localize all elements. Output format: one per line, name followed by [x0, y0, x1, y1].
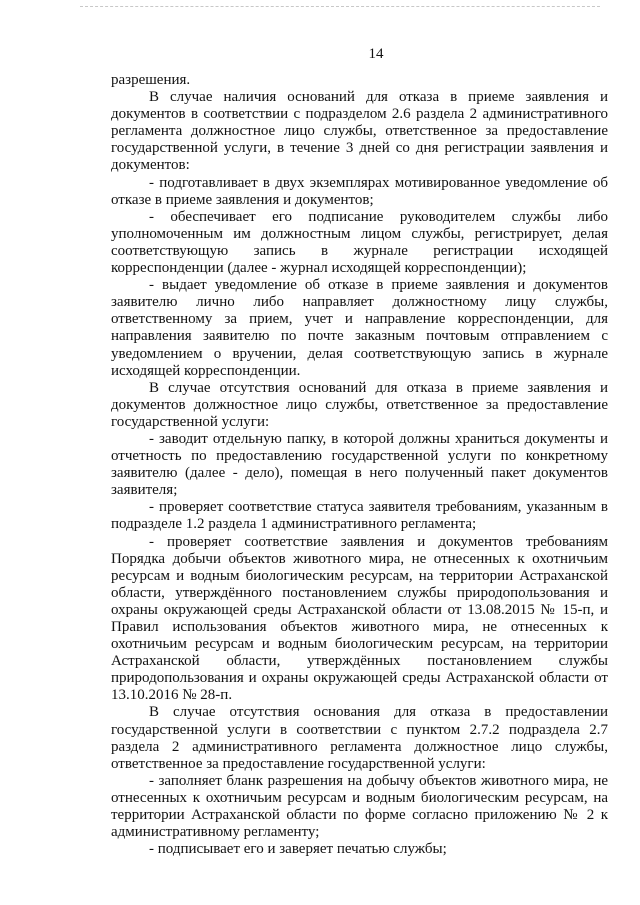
paragraph: - обеспечивает его подписание руководителем службы либо уполномоченным им должностным лицом службы, регистрирует, делая соответствующую запись в журнале регистрации исходящей корреспонденции (далее - журнал исходящей корреспонденции); — [111, 208, 608, 277]
paragraph: - подготавливает в двух экземплярах мотивированное уведомление об отказе в приеме заявления и документов; — [111, 174, 608, 208]
paragraph: - проверяет соответствие заявления и документов требованиям Порядка добычи объектов животного мира, не отнесенных к охотничьим ресурсам и водным биологическим ресурсам, на территории Астраханской области, утверждённого постановлением службы природопользования и охраны окружающей среды Астраханской области от 13.08.2015 № 15-п, и Правил использования объектов животного мира, не отнесенных к охотничьим ресурсам и водным биологическим ресурсам, на территории Астраханской области, утверждённых постановлением службы природопользования и охраны окружающей среды Астраханской области от 13.10.2016 № 28-п. — [111, 533, 608, 704]
page-number: 14 — [368, 46, 384, 62]
paragraph: В случае отсутствия основания для отказа в предоставлении государственной услуги в соответствии с пунктом 2.7.2 подраздела 2.7 раздела 2 административного регламента должностное лицо службы, ответственное за предоставление государственной услуги: — [111, 704, 608, 772]
paragraph: В случае отсутствия оснований для отказа в приеме заявления и документов должностное лицо службы, ответственное за предоставление государственной услуги: — [111, 379, 608, 430]
paragraph: В случае наличия оснований для отказа в приеме заявления и документов в соответствии с подразделом 2.6 раздела 2 административного регламента должностное лицо службы, ответственное за предоставление государственной услуги, в течение 3 дней со дня регистрации заявления и документов: — [111, 89, 608, 174]
paragraph: - выдает уведомление об отказе в приеме заявления и документов заявителю лично либо направляет должностному лицу службы, ответственному за прием, учет и направление корреспонденции, для направления заявителю по почте заказным почтовым отправлением с уведомлением о вручении, делая соответствующую запись в журнале исходящей корреспонденции. — [111, 277, 608, 379]
paragraph: разрешения. — [111, 72, 191, 88]
paragraph: - проверяет соответствие статуса заявителя требованиям, указанным в подразделе 1.2 раздела 1 административного регламента; — [111, 499, 608, 533]
document-body — [111, 72, 608, 858]
paragraph: - заводит отдельную папку, в которой должны храниться документы и отчетность по предоставлению государственной услуги по конкретному заявителю (далее - дело), помещая в него полученный пакет документов заявителя; — [111, 430, 608, 499]
scan-edge-line — [80, 6, 600, 7]
paragraph: - заполняет бланк разрешения на добычу объектов животного мира, не отнесенных к охотничьим ресурсам и водным биологическим ресурсам, на территории Астраханской области по форме согласно приложению № 2 к административному регламенту; — [111, 772, 608, 841]
paragraph: - подписывает его и заверяет печатью службы; — [149, 841, 447, 858]
